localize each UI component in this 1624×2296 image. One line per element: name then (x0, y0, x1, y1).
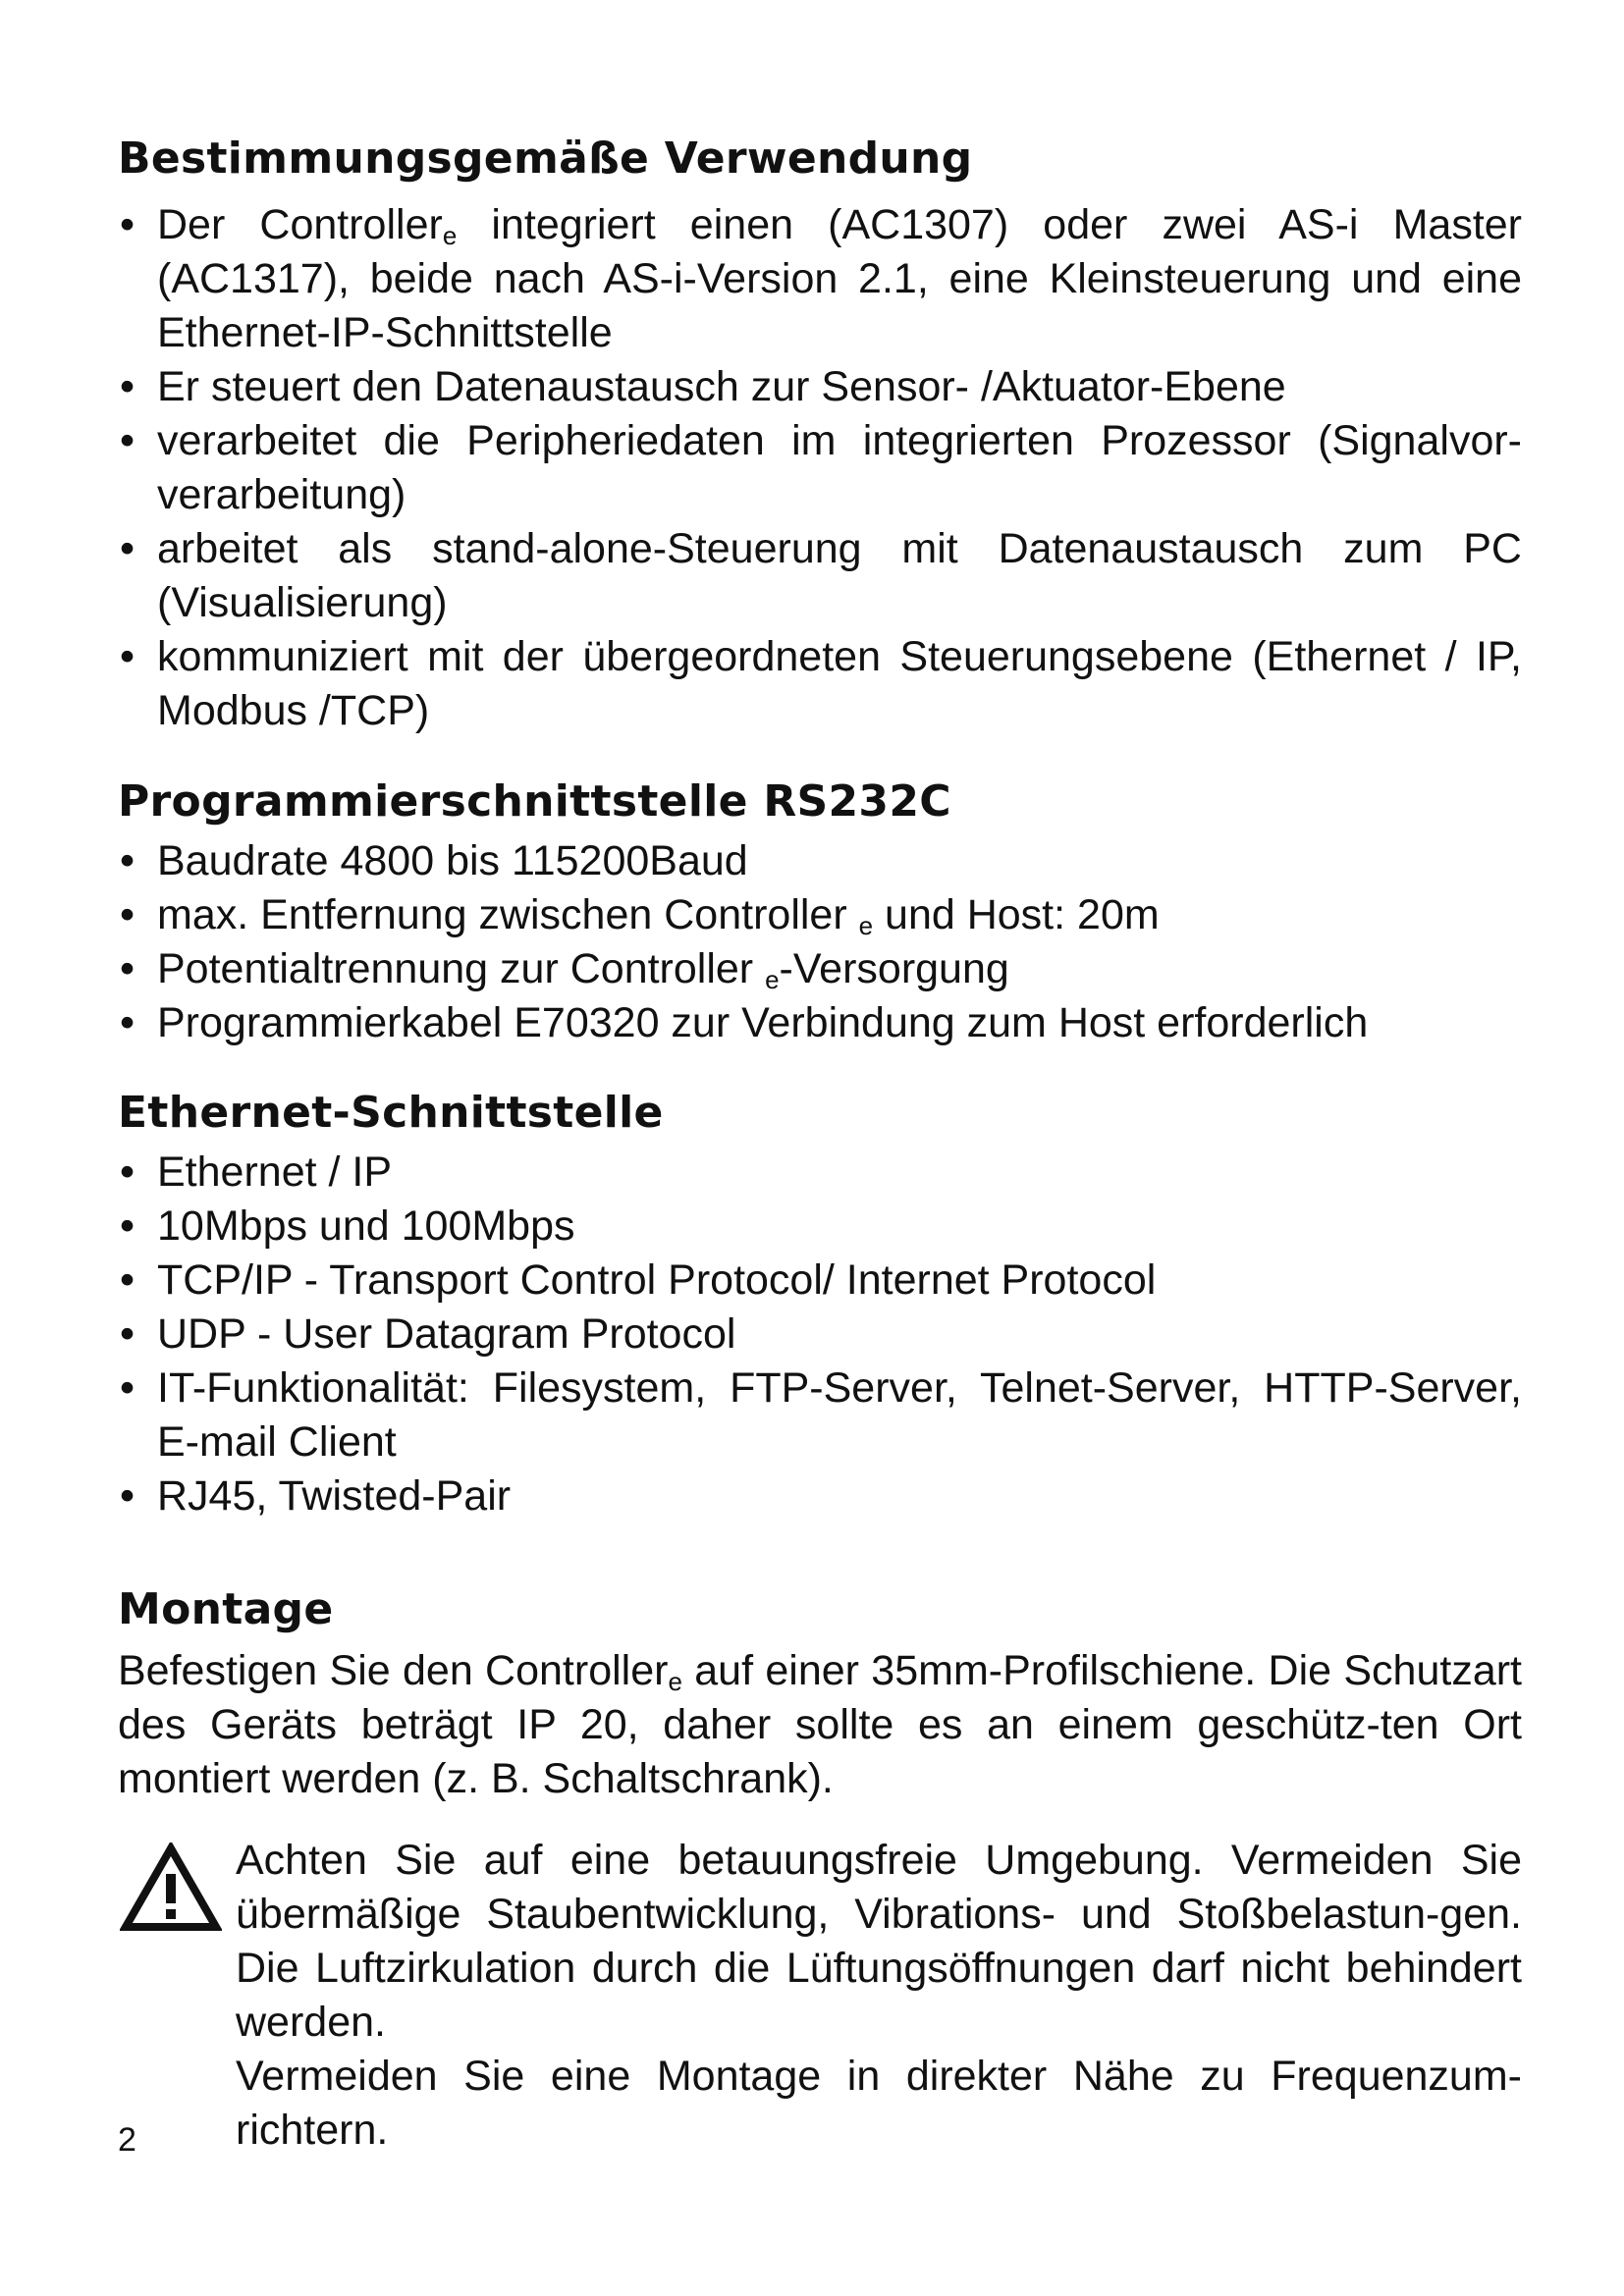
subscript: e (765, 965, 780, 994)
list-item: • IT-Funktionalität: Filesystem, FTP-Server, Telnet-Server, HTTP-Server, E-mail Client (118, 1362, 1522, 1469)
text: max. Entfernung zwischen Controller (157, 891, 859, 938)
page-number: 2 (118, 2121, 136, 2159)
heading-rs232: Programmierschnittstelle RS232C (118, 776, 951, 827)
text: integriert einen (AC1307) oder zwei AS-i Master (AC1317), beide nach AS-i-Version 2.1, eine Kleinsteuerung und eine Ethernet-IP-Schnittstelle (157, 201, 1522, 356)
mounting-paragraph (118, 1644, 1522, 1806)
heading-usage: Bestimmungsgemäße Verwendung (118, 133, 973, 184)
list-item: • RJ45, Twisted-Pair (118, 1469, 1522, 1523)
text: Potentialtrennung zur Controller (157, 945, 766, 992)
list-item (118, 198, 1522, 360)
list-item: • verarbeitet die Peripheriedaten im integrierten Prozessor (Signalvor-verarbeitung) (118, 414, 1522, 522)
list-item: • Er steuert den Datenaustausch zur Sensor- /Aktuator-Ebene (118, 360, 1522, 414)
text: und Host: 20m (873, 891, 1160, 938)
list-item: • 10Mbps und 100Mbps (118, 1200, 1522, 1254)
heading-ethernet: Ethernet-Schnittstelle (118, 1088, 664, 1138)
list-item: • kommuniziert mit der übergeordneten Steuerungsebene (Ethernet / IP, Modbus /TCP) (118, 630, 1522, 738)
list-item: • TCP/IP - Transport Control Protocol/ Internet Protocol (118, 1254, 1522, 1308)
usage-list (118, 198, 1522, 738)
list-item: • Ethernet / IP (118, 1146, 1522, 1200)
list-item: • arbeitet als stand-alone-Steuerung mit Datenaustausch zum PC (Visualisierung) (118, 522, 1522, 630)
subscript: e (442, 221, 458, 250)
subscript: e (668, 1667, 682, 1696)
rs232-list (118, 834, 1522, 1050)
warning-text-2: Vermeiden Sie eine Montage in direkter Nähe zu Frequenzum-richtern. (236, 2053, 1522, 2154)
ethernet-list (118, 1146, 1522, 1523)
list-item (118, 888, 1522, 942)
list-item (118, 942, 1522, 996)
list-item: • Baudrate 4800 bis 115200Baud (118, 834, 1522, 888)
warning-triangle-icon (120, 1842, 222, 1933)
text: -Versorgung (779, 945, 1009, 992)
list-item: • UDP - User Datagram Protocol (118, 1308, 1522, 1362)
text: auf einer 35mm-Profilschiene. Die Schutzart des Geräts beträgt IP 20, daher sollte es an einem geschütz-ten Ort montiert werden (z. B. Schaltschrank). (118, 1647, 1522, 1802)
heading-mounting: Montage (118, 1584, 334, 1634)
subscript: e (858, 911, 874, 940)
warning-text: Achten Sie auf eine betauungsfreie Umgebung. Vermeiden Sie übermäßige Staubentwicklung, Vibrations- und Stoßbelastun-gen. Die Luftzirkulation durch die Lüftungsöffnungen darf nicht behindert werden. (236, 1837, 1522, 2046)
text: Befestigen Sie den Controller (118, 1647, 669, 1694)
text: Der Controller (157, 201, 443, 248)
list-item: • Programmierkabel E70320 zur Verbindung zum Host erforderlich (118, 996, 1522, 1050)
